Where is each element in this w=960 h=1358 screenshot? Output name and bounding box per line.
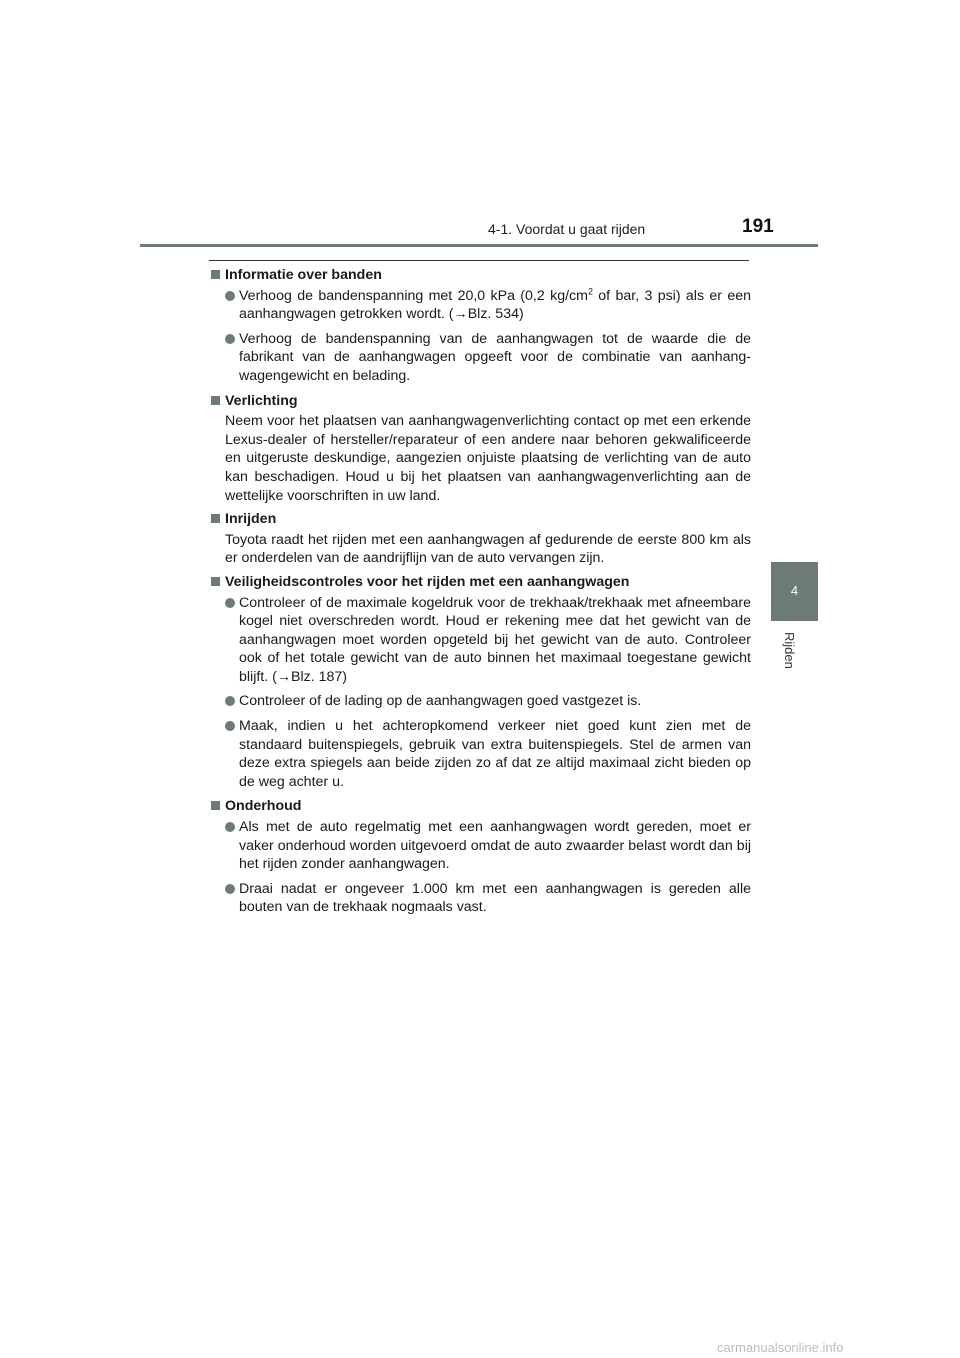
header-rule [140, 244, 818, 247]
square-bullet-icon [211, 396, 220, 405]
section-title [211, 797, 751, 816]
round-bullet-icon [225, 291, 235, 301]
chapter-number: 4 [790, 583, 799, 598]
bullet-text: of bar, 3 psi) als er een aanhangwagen getrokken wordt. (→Blz. 534) [239, 287, 751, 323]
bullet-item [211, 287, 751, 324]
section-title-text: Verlichting [225, 392, 298, 409]
superscript: 2 [587, 285, 593, 296]
section-title [211, 392, 751, 411]
section-title [211, 510, 751, 529]
chapter-tab[interactable] [771, 562, 818, 621]
round-bullet-icon [225, 721, 235, 731]
bullet-text: Maak, indien u het achteropkomend verkeer niet goed kunt zien met de standaard buitenspiegels, gebruik van extra buitenspiegels. Stel de armen van deze extra spiegels aan beide zijden zo af dat ze altijd maximaal zicht bieden op de weg achter u. [239, 718, 751, 790]
section-title-text: Informatie over banden [225, 267, 382, 283]
bullet-text: Controleer of de lading op de aanhangwagen goed vastgezet is. [239, 693, 642, 710]
page-number: 191 [742, 216, 774, 237]
section-title-text: Veiligheidscontroles voor het rijden met een aanhangwagen [225, 573, 630, 590]
round-bullet-icon [225, 884, 235, 894]
bullet-text: Verhoog de bandenspanning van de aanhangwagen tot de waarde die de fabrikant van de aanhangwagen opgeeft voor de combinatie van aanhangwagengewicht en belading. [239, 330, 751, 384]
section-title-text: Onderhoud [225, 798, 302, 815]
bullet-item [211, 717, 751, 791]
section [211, 573, 751, 792]
round-bullet-icon [225, 696, 235, 706]
section-paragraph: Toyota raadt het rijden met een aanhangwagen af gedurende de eerste 800 km als er onderdelen van de aandrijflijn van de auto vervangen zijn. [225, 531, 751, 567]
square-bullet-icon [211, 514, 220, 523]
section [211, 797, 751, 917]
bullet-item [211, 880, 751, 917]
bullet-item [211, 818, 751, 874]
section [211, 510, 751, 568]
watermark: carmanualsonline.info [717, 1340, 844, 1355]
section-title [211, 573, 751, 592]
chapter-label: Rijden [782, 632, 797, 669]
bullet-item [211, 594, 751, 687]
square-bullet-icon [211, 577, 220, 586]
bullet-text: Draai nadat er ongeveer 1.000 km met een aanhangwagen is gereden alle bouten van de trekhaak nogmaals vast. [239, 880, 751, 916]
section [211, 392, 751, 506]
round-bullet-icon [225, 334, 235, 344]
section-title-text: Inrijden [225, 511, 277, 528]
content-rule [209, 260, 749, 261]
section-header: 4-1. Voordat u gaat rijden [488, 221, 646, 237]
content [211, 266, 751, 923]
square-bullet-icon [211, 801, 220, 810]
round-bullet-icon [225, 598, 235, 608]
section [211, 266, 751, 386]
bullet-item [211, 330, 751, 386]
round-bullet-icon [225, 822, 235, 832]
bullet-item [211, 692, 751, 711]
section-paragraph: Neem voor het plaatsen van aanhangwagenverlichting contact op met een erkende Lexus-dealer of hersteller/reparateur of een andere naar behoren gekwalificeerde en uitgeruste deskundige, aangezien onjuiste plaatsing de verlichting van de auto kan beschadigen. Houd u bij het plaatsen van aanhangwagenverlichting aan de wettelijke voorschriften in uw land. [225, 413, 751, 504]
square-bullet-icon [211, 270, 220, 279]
bullet-text: Controleer of de maximale kogeldruk voor de trekhaak/trekhaak met afneembare kogel niet overschreden wordt. Houd er rekening mee dat het gewicht van de aanhangwagen moet worden opgeteld bij het gewicht van de auto. Controleer ook of het totale gewicht van de auto binnen het maximaal toegestane gewicht blijft. (→Blz. 187) [239, 594, 751, 685]
section-title [211, 266, 751, 285]
bullet-text: Verhoog de bandenspanning met 20,0 kPa (0,2 kg/cm [239, 287, 588, 304]
bullet-text: Als met de auto regelmatig met een aanhangwagen wordt gereden, moet er vaker onderhoud worden uitgevoerd omdat de auto zwaarder belast wordt dan bij het rijden zonder aanhangwagen. [239, 819, 751, 873]
